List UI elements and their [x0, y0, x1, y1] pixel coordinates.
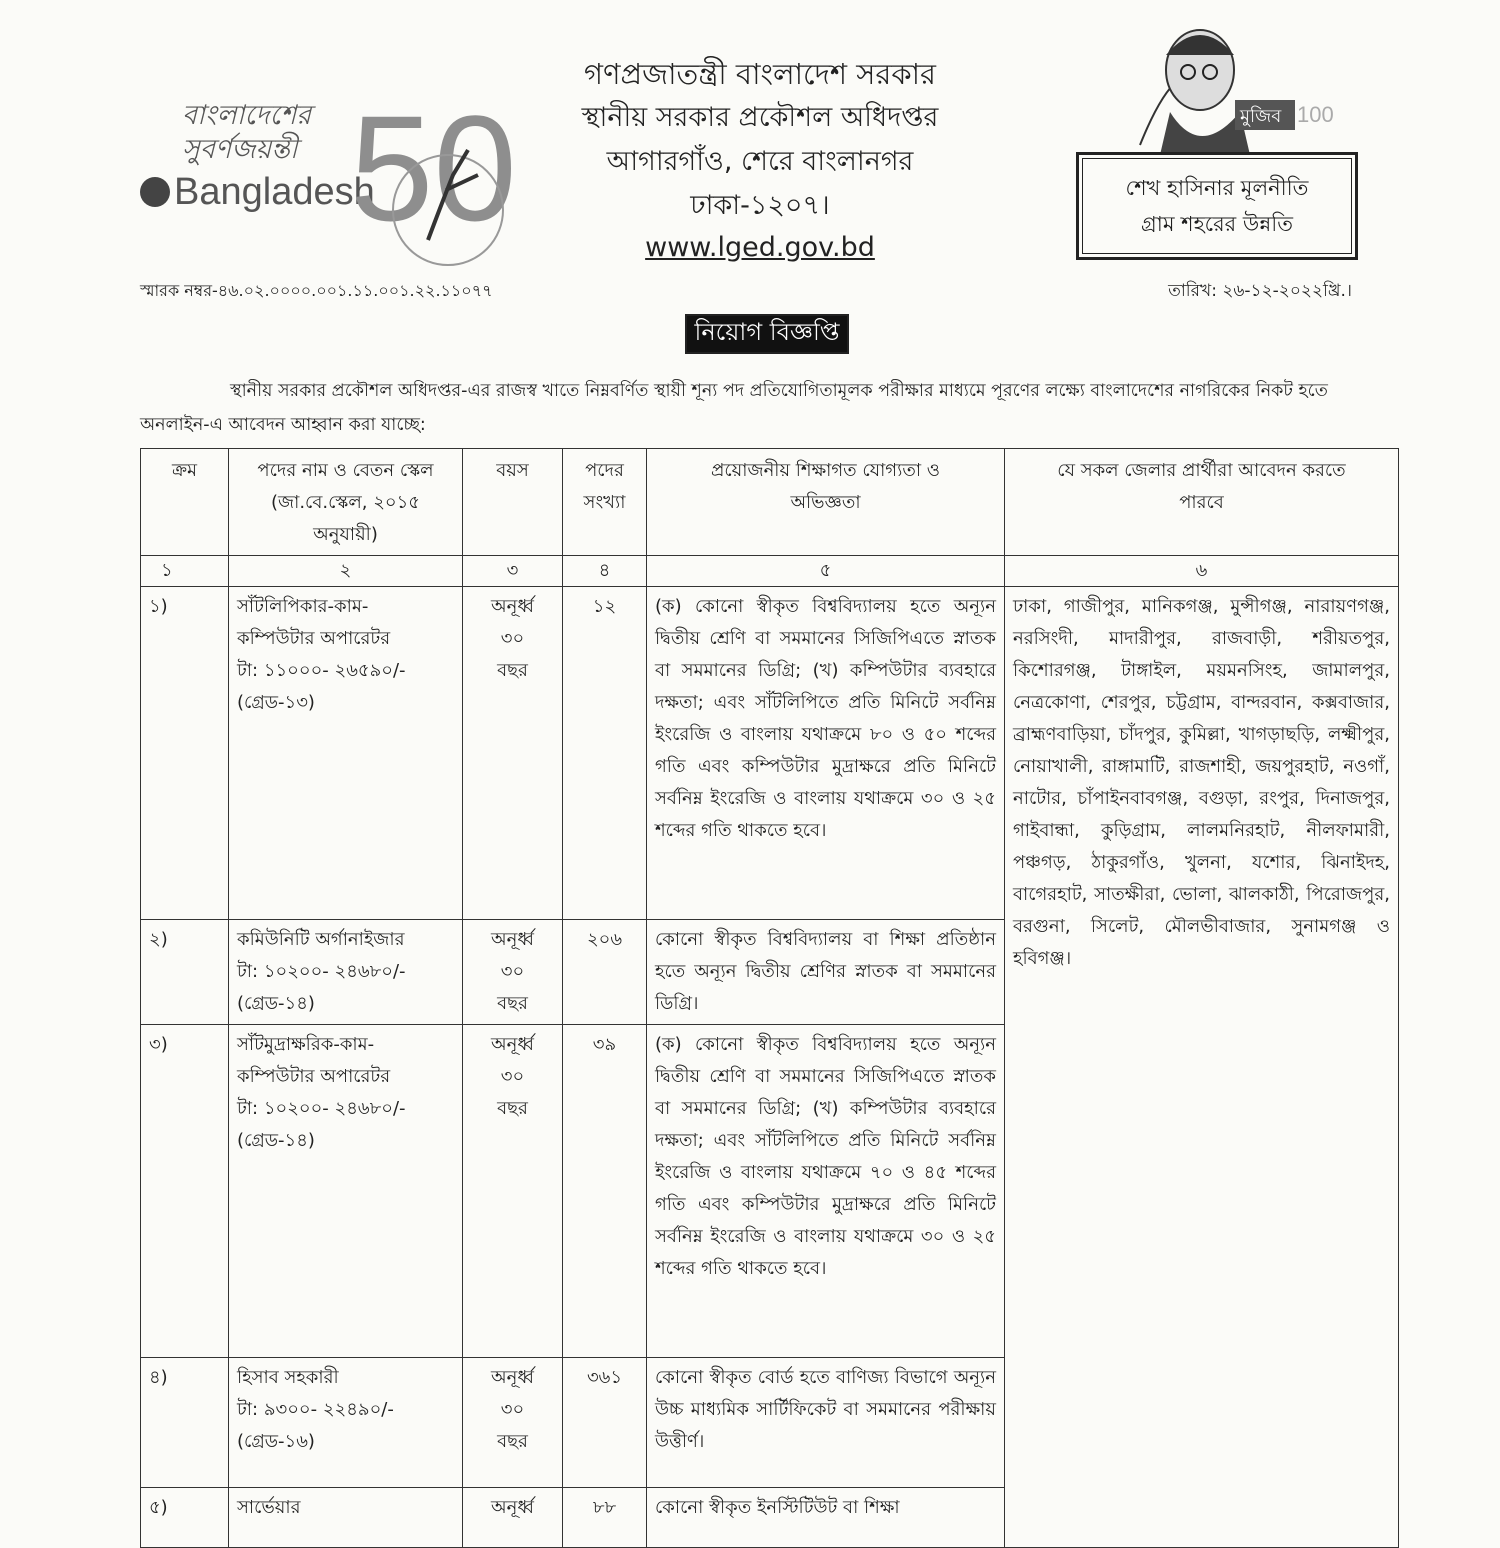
header-post — [229, 449, 463, 556]
mujib-100-logo — [1100, 20, 1340, 155]
row-age — [463, 587, 563, 920]
row-post-name — [229, 1488, 463, 1548]
age-line: ৩০ — [500, 628, 525, 649]
post-name-line: কম্পিউটার অপারেটর — [237, 628, 391, 649]
header-address: আগারগাঁও, শেরে বাংলানগর — [606, 146, 914, 177]
header-qualification-line1: প্রয়োজনীয় শিক্ষাগত যোগ্যতা ও — [710, 460, 941, 481]
mujib-logo-number: 100 — [1297, 102, 1334, 127]
row-post-count: ৮৮ — [563, 1488, 647, 1548]
header-qualification-line2: অভিজ্ঞতা — [790, 492, 861, 513]
age-line: অনূর্ধ্ব — [491, 1497, 534, 1518]
row-qualification: কোনো স্বীকৃত বিশ্ববিদ্যালয় বা শিক্ষা প্রতিষ্ঠান হতে অন্যূন দ্বিতীয় শ্রেণির স্নাতক বা সমমানের ডিগ্রি। — [647, 920, 1005, 1025]
post-name-line: কম্পিউটার অপারেটর — [237, 1066, 391, 1087]
row-serial: ২) — [141, 920, 229, 1025]
row-serial: ৩) — [141, 1025, 229, 1358]
header-serial: ক্রম — [141, 449, 229, 556]
vacancy-table — [140, 448, 1399, 1548]
age-line: অনূর্ধ্ব — [491, 1034, 534, 1055]
header-government-name: গণপ্রজাতন্ত্রী বাংলাদেশ সরকার — [583, 57, 937, 91]
row-qualification: (ক) কোনো স্বীকৃত বিশ্ববিদ্যালয় হতে অন্যূন দ্বিতীয় শ্রেণি বা সমমানের সিজিপিএতে স্নাতক বা সমমানের ডিগ্রি; (খ) কম্পিউটার ব্যবহারে দক্ষতা; এবং সাঁটলিপিতে প্রতি মিনিটে সর্বনিম্ন ইংরেজি ও বাংলায় যথাক্রমে ৭০ ও ৪৫ শব্দের গতি এবং কম্পিউটার মুদ্রাক্ষরে প্রতি মিনিটে সর্বনিম্ন ইংরেজি ও বাংলায় যথাক্রমে ৩০ ও ২৫ শব্দের গতি থাকতে হবে। — [647, 1025, 1005, 1358]
header-count-line1: পদের — [585, 460, 624, 481]
column-number: ৩ — [463, 556, 563, 587]
row-post-name — [229, 1358, 463, 1488]
row-age — [463, 1025, 563, 1358]
header-age: বয়স — [463, 449, 563, 556]
post-name-line: কমিউনিটি অর্গানাইজার — [237, 929, 405, 950]
age-line: অনূর্ধ্ব — [491, 596, 534, 617]
table-header-row — [141, 449, 1399, 556]
intro-paragraph: স্থানীয় সরকার প্রকৌশল অধিদপ্তর-এর রাজস্ব খাতে নিম্নবর্ণিত স্থায়ী শূন্য পদ প্রতিযোগিতামূলক পরীক্ষার মাধ্যমে পূরণের লক্ষ্যে বাংলাদেশের নাগরিকের নিকট হতে অনলাইন-এ আবেদন আহ্বান করা যাচ্ছে: — [140, 381, 1328, 435]
mujib-logo-text: মুজিব — [1240, 106, 1282, 127]
logo-text-line1: বাংলাদেশের — [182, 100, 312, 131]
row-qualification: কোনো স্বীকৃত ইনস্টিটিউট বা শিক্ষা — [647, 1488, 1005, 1548]
post-name-line: সাঁটলিপিকার-কাম- — [237, 596, 369, 617]
notice-date: তারিখ: ২৬-১২-২০২২খ্রি.। — [1168, 281, 1352, 301]
header-qualification — [647, 449, 1005, 556]
age-line: অনূর্ধ্ব — [491, 1367, 534, 1388]
post-name-line: সার্ভেয়ার — [237, 1497, 301, 1518]
logo-50-number: 50 — [350, 84, 517, 252]
age-line: ৩০ — [500, 961, 525, 982]
logo-bangladesh-text: Bangladesh — [174, 171, 375, 213]
eligible-districts: ঢাকা, গাজীপুর, মানিকগঞ্জ, মুন্সীগঞ্জ, নারায়ণগঞ্জ, নরসিংদী, মাদারীপুর, রাজবাড়ী, শরীয়তপুর, কিশোরগঞ্জ, টাঙ্গাইল, ময়মনসিংহ, জামালপুর, নেত্রকোণা, শেরপুর, চট্টগ্রাম, বান্দরবান, কক্সবাজার, ব্রাহ্মণবাড়িয়া, চাঁদপুর, কুমিল্লা, খাগড়াছড়ি, লক্ষ্মীপুর, নোয়াখালী, রাঙ্গামাটি, রাজশাহী, জয়পুরহাট, নওগাঁ, নাটোর, চাঁপাইনবাবগঞ্জ, বগুড়া, রংপুর, দিনাজপুর, গাইবান্ধা, কুড়িগ্রাম, লালমনিরহাট, নীলফামারী, পঞ্চগড়, ঠাকুরগাঁও, খুলনা, যশোর, ঝিনাইদহ, বাগেরহাট, সাতক্ষীরা, ভোলা, ঝালকাঠী, পিরোজপুর, বরগুনা, সিলেট, মৌলভীবাজার, সুনামগঞ্জ ও হবিগঞ্জ। — [1005, 587, 1399, 1548]
age-line: বছর — [497, 1431, 528, 1452]
header-districts-line1: যে সকল জেলার প্রার্থীরা আবেদন করতে — [1057, 460, 1346, 481]
row-post-count: ৩৬১ — [563, 1358, 647, 1488]
memo-number: স্মারক নম্বর-৪৬.০২.০০০০.০০১.১১.০০১.২২.১১০৭৭ — [140, 281, 493, 300]
row-age — [463, 920, 563, 1025]
column-number: ৬ — [1005, 556, 1399, 587]
header-districts — [1005, 449, 1399, 556]
row-post-count: ২০৬ — [563, 920, 647, 1025]
post-grade: (গ্রেড-১৬) — [237, 1431, 315, 1452]
post-pay-scale: টা: ১১০০০- ২৬৫৯০/- — [237, 660, 406, 681]
post-pay-scale: টা: ৯৩০০- ২২৪৯০/- — [237, 1399, 394, 1420]
age-line: ৩০ — [500, 1066, 525, 1087]
header-post-line2: (জা.বে.স্কেল, ২০১৫ — [270, 492, 420, 513]
header-department-name: স্থানীয় সরকার প্রকৌশল অধিদপ্তর — [581, 102, 939, 133]
logo-text-line2: সুবর্ণজয়ন্তী — [182, 134, 298, 165]
notice-title: নিয়োগ বিজ্ঞপ্তি — [694, 318, 840, 346]
post-name-line: হিসাব সহকারী — [237, 1367, 339, 1388]
row-serial: ৪) — [141, 1358, 229, 1488]
row-qualification: কোনো স্বীকৃত বোর্ড হতে বাণিজ্য বিভাগে অন্যূন উচ্চ মাধ্যমিক সার্টিফিকেট বা সমমানের পরীক্ষায় উত্তীর্ণ। — [647, 1358, 1005, 1488]
row-post-name — [229, 1025, 463, 1358]
post-pay-scale: টা: ১০২০০- ২৪৬৮০/- — [237, 1098, 406, 1119]
age-line: ৩০ — [500, 1399, 525, 1420]
logo-dot-icon — [140, 177, 170, 207]
age-line: বছর — [497, 1098, 528, 1119]
header-districts-line2: পারবে — [1179, 492, 1224, 513]
row-post-count: ১২ — [563, 587, 647, 920]
age-line: বছর — [497, 660, 528, 681]
row-qualification: (ক) কোনো স্বীকৃত বিশ্ববিদ্যালয় হতে অন্যূন দ্বিতীয় শ্রেণি বা সমমানের সিজিপিএতে স্নাতক বা সমমানের ডিগ্রি; (খ) কম্পিউটার ব্যবহারে দক্ষতা; এবং সাঁটলিপিতে প্রতি মিনিটে সর্বনিম্ন ইংরেজি ও বাংলায় যথাক্রমে ৮০ ও ৫০ শব্দের গতি এবং কম্পিউটার মুদ্রাক্ষরে প্রতি মিনিটে সর্বনিম্ন ইংরেজি ও বাংলায় যথাক্রমে ৩০ ও ২৫ শব্দের গতি থাকতে হবে। — [647, 587, 1005, 920]
column-number: ১ — [141, 556, 229, 587]
header-count-line2: সংখ্যা — [583, 492, 626, 513]
row-post-name — [229, 587, 463, 920]
row-age — [463, 1358, 563, 1488]
column-number-row — [141, 556, 1399, 587]
table-row — [141, 587, 1399, 920]
row-serial: ৫) — [141, 1488, 229, 1548]
header-website-link[interactable]: www.lged.gov.bd — [645, 232, 875, 263]
row-post-name — [229, 920, 463, 1025]
motto-line2: গ্রাম শহরের উন্নতি — [1141, 212, 1293, 236]
row-post-count: ৩৯ — [563, 1025, 647, 1358]
header-post-line1: পদের নাম ও বেতন স্কেল — [257, 460, 434, 481]
motto-line1: শেখ হাসিনার মূলনীতি — [1125, 176, 1309, 200]
header-post-line3: অনুযায়ী) — [313, 524, 378, 545]
post-grade: (গ্রেড-১৪) — [237, 1130, 315, 1151]
column-number: ২ — [229, 556, 463, 587]
header-count — [563, 449, 647, 556]
column-number: ৫ — [647, 556, 1005, 587]
column-number: ৪ — [563, 556, 647, 587]
jubilee-50-graphic — [328, 80, 518, 270]
row-serial: ১) — [141, 587, 229, 920]
post-name-line: সাঁটমুদ্রাক্ষরিক-কাম- — [237, 1034, 375, 1055]
government-header — [530, 52, 990, 268]
motto-box — [1076, 152, 1358, 260]
notice-title-box — [685, 314, 849, 354]
header-city: ঢাকা-১২০৭। — [690, 190, 830, 221]
post-pay-scale: টা: ১০২০০- ২৪৬৮০/- — [237, 961, 406, 982]
post-grade: (গ্রেড-১৩) — [237, 692, 315, 713]
age-line: অনূর্ধ্ব — [491, 929, 534, 950]
row-age — [463, 1488, 563, 1548]
golden-jubilee-logo — [140, 70, 520, 270]
post-grade: (গ্রেড-১৪) — [237, 993, 315, 1014]
age-line: বছর — [497, 993, 528, 1014]
